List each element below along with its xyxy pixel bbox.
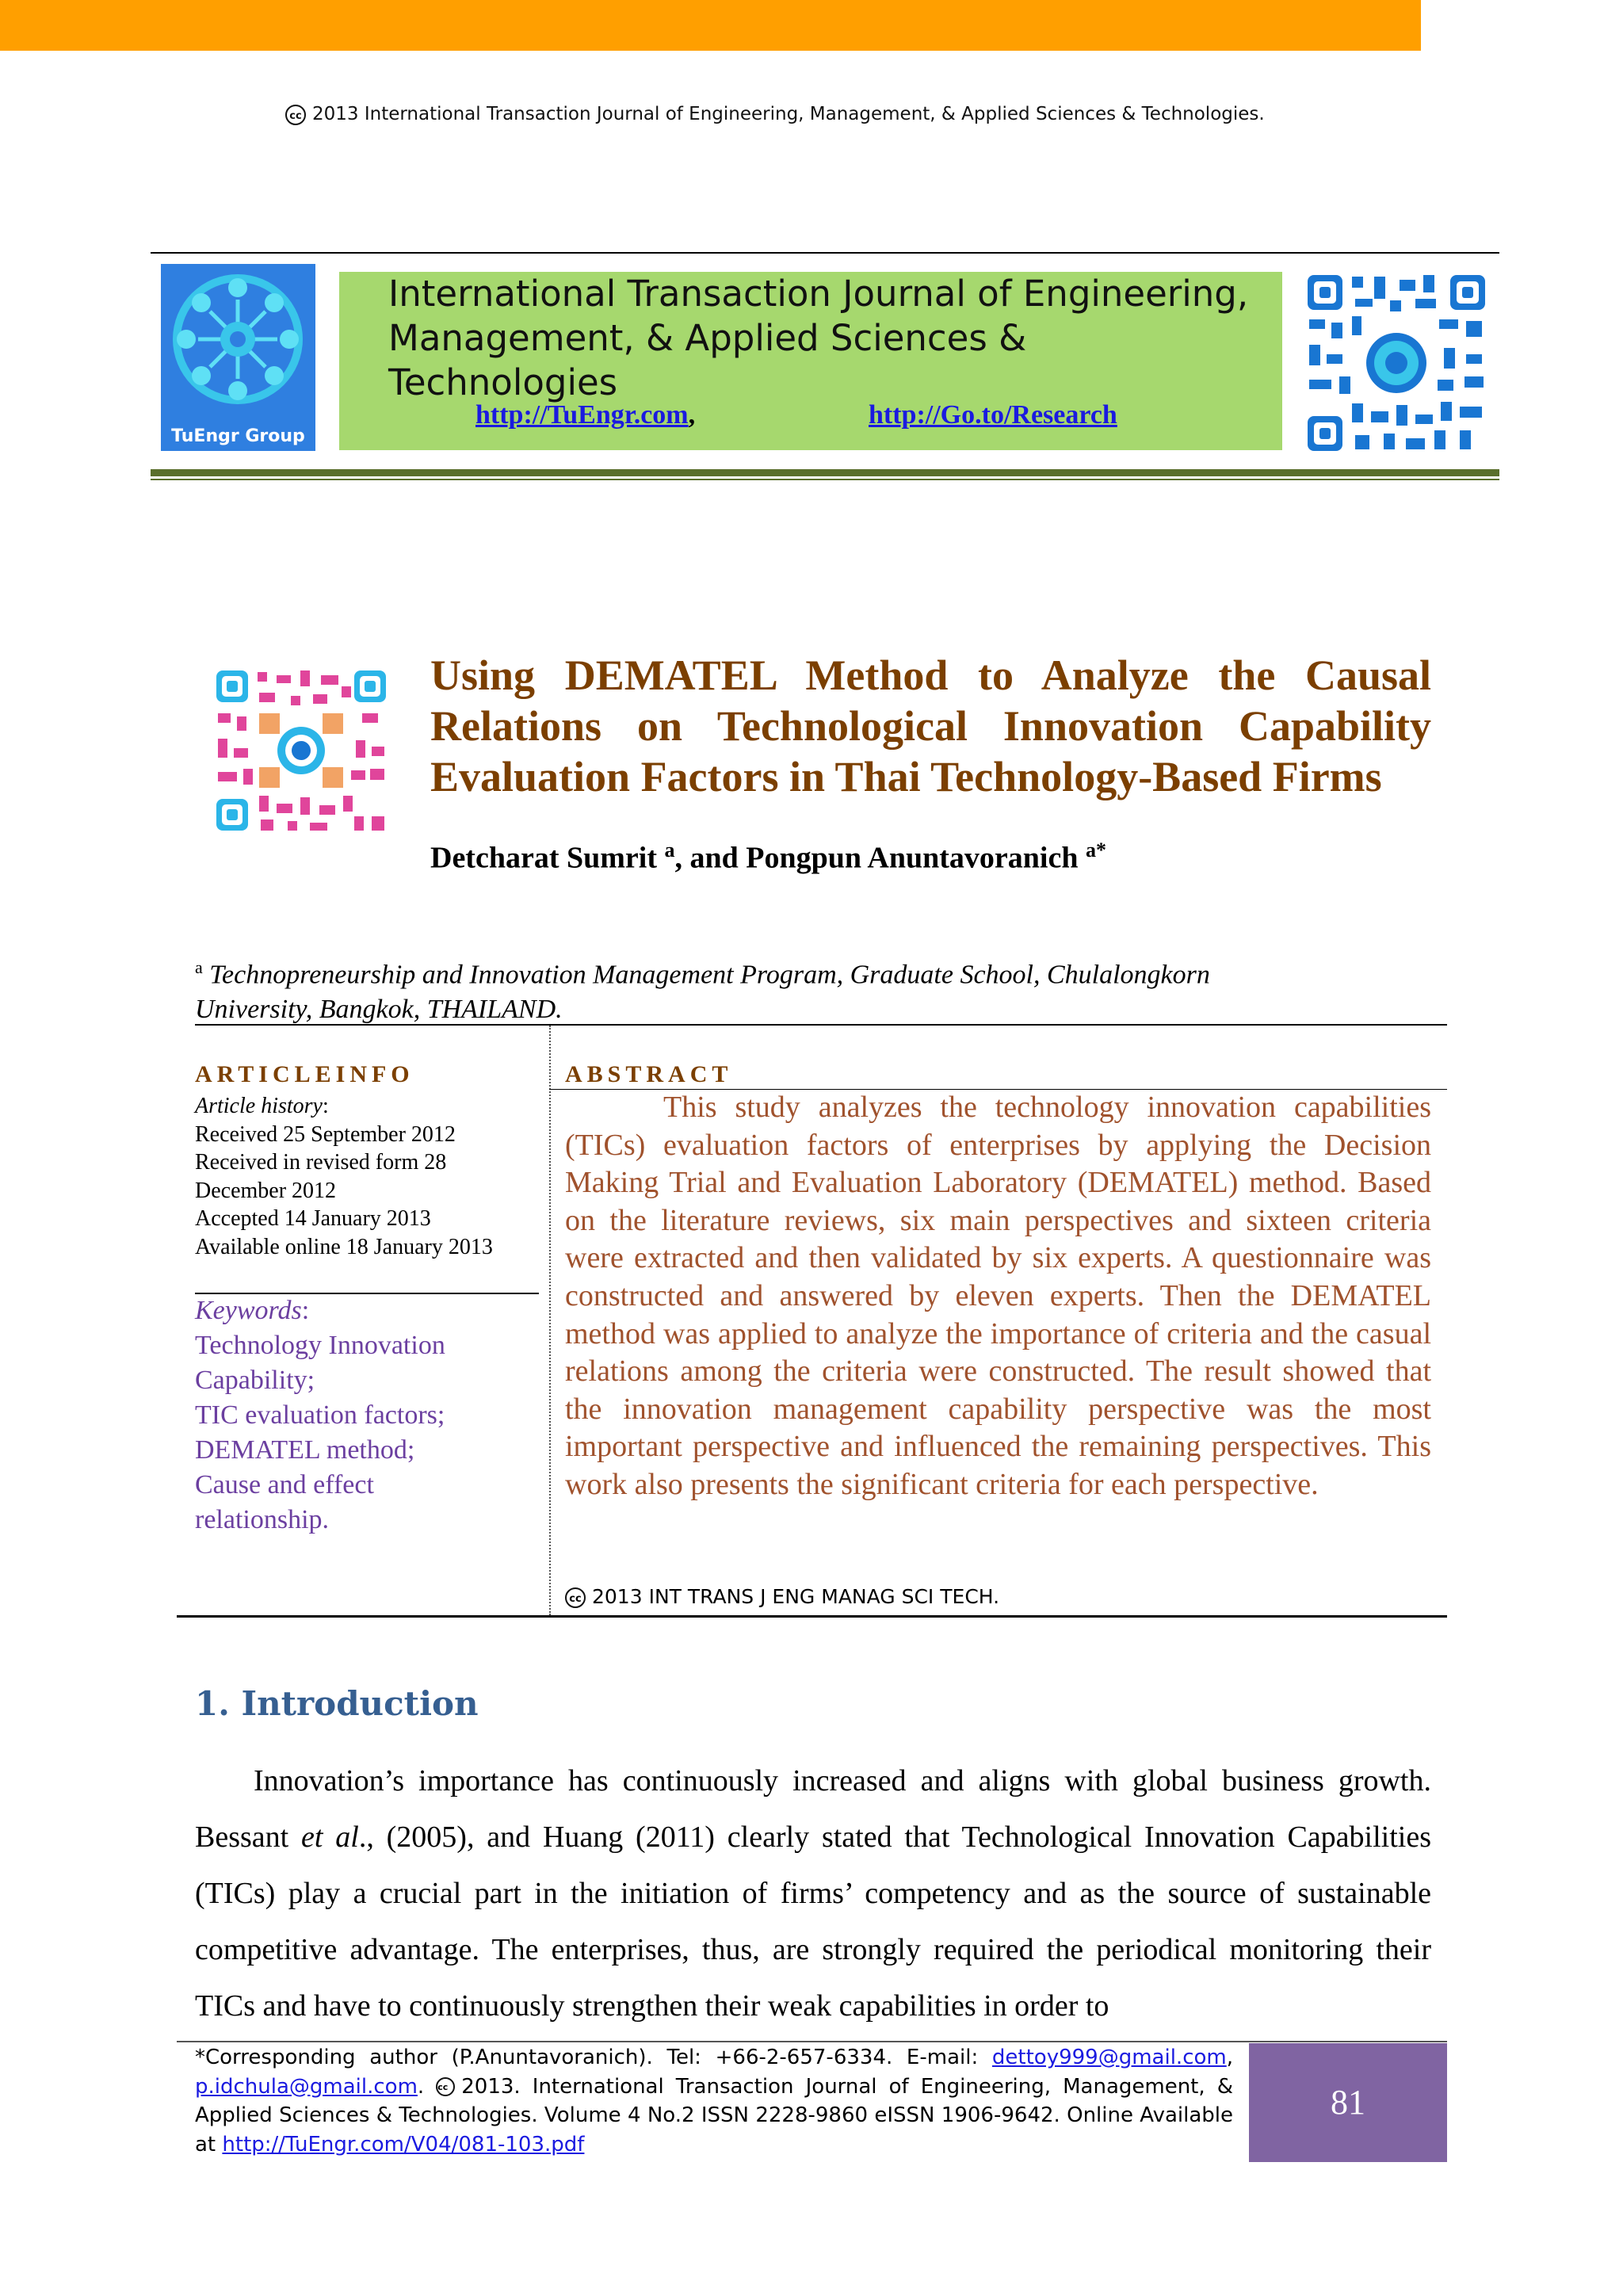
tuengr-link-text[interactable]: http://TuEngr.com (475, 400, 689, 430)
intro-text-part-2: ., (2005), and Huang (2011) clearly stated that Technological Innovation Capabilities (TICs) play a crucial part in the initiation of firms’ competency and as the source of sustainable competitive advantage. The enterprises, thus, are strongly required the periodical monitoring their TICs and have to continuously strengthen their weak capabilities in order to (195, 1820, 1431, 2023)
keywords (195, 1293, 536, 1538)
paper-title-line-3: Evaluation Factors in Thai Technology-Based Firms (430, 753, 1382, 800)
footnote-rule (177, 2041, 1447, 2042)
history-item: Accepted 14 January 2013 (195, 1206, 431, 1231)
journal-title-line-1: International Transaction Journal of Engineering, (388, 273, 1249, 315)
keyword-item: Capability; (195, 1366, 315, 1395)
keyword-item: Cause and effect (195, 1470, 374, 1499)
info-box-divider (549, 1026, 551, 1615)
footnote-text-3: 2013. International Transaction Journal of Engineering, Management, & Applied Sciences & Technologies. Volume 4 No.2 ISSN 2228-9860 eISSN 1906-9642. Online Available at (195, 2074, 1233, 2157)
journal-title (388, 272, 1260, 405)
footnote-text-2: . (417, 2074, 437, 2099)
running-header-text: 2013 International Transaction Journal of Engineering, Management, & Applied Sciences & Technologies. (312, 104, 1265, 124)
header-thin-rule (151, 479, 1499, 480)
affiliation-line-1: Technopreneurship and Innovation Management Program, Graduate School, Chulalongkorn (209, 960, 1210, 990)
creative-commons-icon: cc (436, 2077, 455, 2096)
introduction-paragraph (195, 1753, 1431, 2034)
abstract-heading: ABSTRACT (565, 1061, 733, 1087)
info-box-bottom-rule (177, 1615, 1447, 1618)
affiliation-line-2: University, Bangkok, THAILAND. (195, 995, 563, 1025)
corresponding-author-footnote (195, 2043, 1233, 2159)
creative-commons-icon: cc (565, 1587, 586, 1608)
creative-commons-icon: cc (285, 105, 306, 125)
email-link-2[interactable]: p.idchula@gmail.com (195, 2074, 418, 2099)
author-2: Pongpun Anuntavoranich (746, 841, 1079, 875)
journal-qr-code (1304, 272, 1488, 454)
author-1: Detcharat Sumrit (430, 841, 657, 875)
header-top-rule (151, 252, 1499, 254)
email-link-1[interactable]: dettoy999@gmail.com (991, 2046, 1227, 2069)
author-separator: , and (674, 841, 747, 875)
article-history (195, 1092, 536, 1261)
page-number: 81 (1249, 2043, 1447, 2162)
running-header (285, 104, 1265, 125)
research-link[interactable]: http://Go.to/Research (869, 400, 1117, 430)
footnote-sep: , (1226, 2046, 1233, 2069)
logo-label: TuEngr Group (171, 426, 305, 446)
keyword-item: Technology Innovation (195, 1331, 445, 1360)
abstract-copyright-text: 2013 INT TRANS J ENG MANAG SCI TECH. (592, 1585, 1000, 1608)
keyword-item: TIC evaluation factors; (195, 1400, 445, 1430)
footnote-text-1: *Corresponding author (P.Anuntavoranich). Tel: +66-2-657-6334. E-mail: (195, 2046, 992, 2069)
paper-title (430, 650, 1431, 802)
header-green-rule (151, 469, 1499, 476)
history-item: December 2012 (195, 1178, 337, 1203)
history-label: Article history (195, 1094, 323, 1118)
author-1-affil-mark: a (664, 839, 675, 861)
history-item: Received 25 September 2012 (195, 1121, 456, 1147)
article-qr-code (215, 669, 388, 832)
intro-et-al: et al (301, 1820, 359, 1854)
intro-text-part-1: Innovation’s importance has continuously increased and aligns with global business growth. Bessant (195, 1764, 1431, 1854)
journal-title-line-2: Management, & Applied Sciences & Technologies (388, 317, 1027, 403)
abstract-text: This study analyzes the technology innovation capabilities (TICs) evaluation factors of enterprises by applying the Decision Making Trial and Evaluation Laboratory (DEMATEL) method. Based on the literature reviews, six main perspectives and sixteen criteria were extracted and then validated by six experts. A questionnaire was constructed and answered by eleven experts. Then the DEMATEL method was applied to analyze the importance of criteria and the casual relations among the criteria were constructed. The result showed that the innovation management capability perspective was the most important perspective and influenced the remaining perspectives. This work also presents the significant criteria for each perspective. (565, 1091, 1431, 1501)
dharma-wheel-icon (161, 264, 315, 422)
keyword-item: relationship. (195, 1505, 330, 1534)
top-accent-bar (0, 0, 1421, 51)
history-colon: : (322, 1094, 329, 1118)
tuengr-logo (161, 264, 315, 451)
pdf-link[interactable]: http://TuEngr.com/V04/081-103.pdf (222, 2132, 585, 2157)
affiliation (195, 950, 1447, 1027)
paper-title-line-2: Relations on Technological Innovation Capability (430, 702, 1431, 750)
tuengr-link[interactable] (475, 400, 695, 430)
article-info-heading: ARTICLEINFO (195, 1061, 414, 1087)
history-item: Received in revised form 28 (195, 1150, 447, 1175)
keyword-item: DEMATEL method; (195, 1435, 415, 1465)
info-box-top-rule (195, 1024, 1447, 1026)
journal-banner (339, 272, 1282, 450)
keywords-label: Keywords (195, 1296, 302, 1325)
keywords-colon: : (301, 1296, 310, 1325)
introduction-heading: 1. Introduction (195, 1684, 479, 1723)
author-2-affil-mark: a* (1085, 839, 1106, 861)
affiliation-mark: a (195, 957, 203, 977)
paper-title-line-1: Using DEMATEL Method to Analyze the Causal (430, 651, 1431, 699)
history-item: Available online 18 January 2013 (195, 1234, 493, 1259)
link-comma: , (688, 400, 696, 430)
authors (430, 839, 1106, 876)
abstract-copyright (565, 1585, 999, 1608)
